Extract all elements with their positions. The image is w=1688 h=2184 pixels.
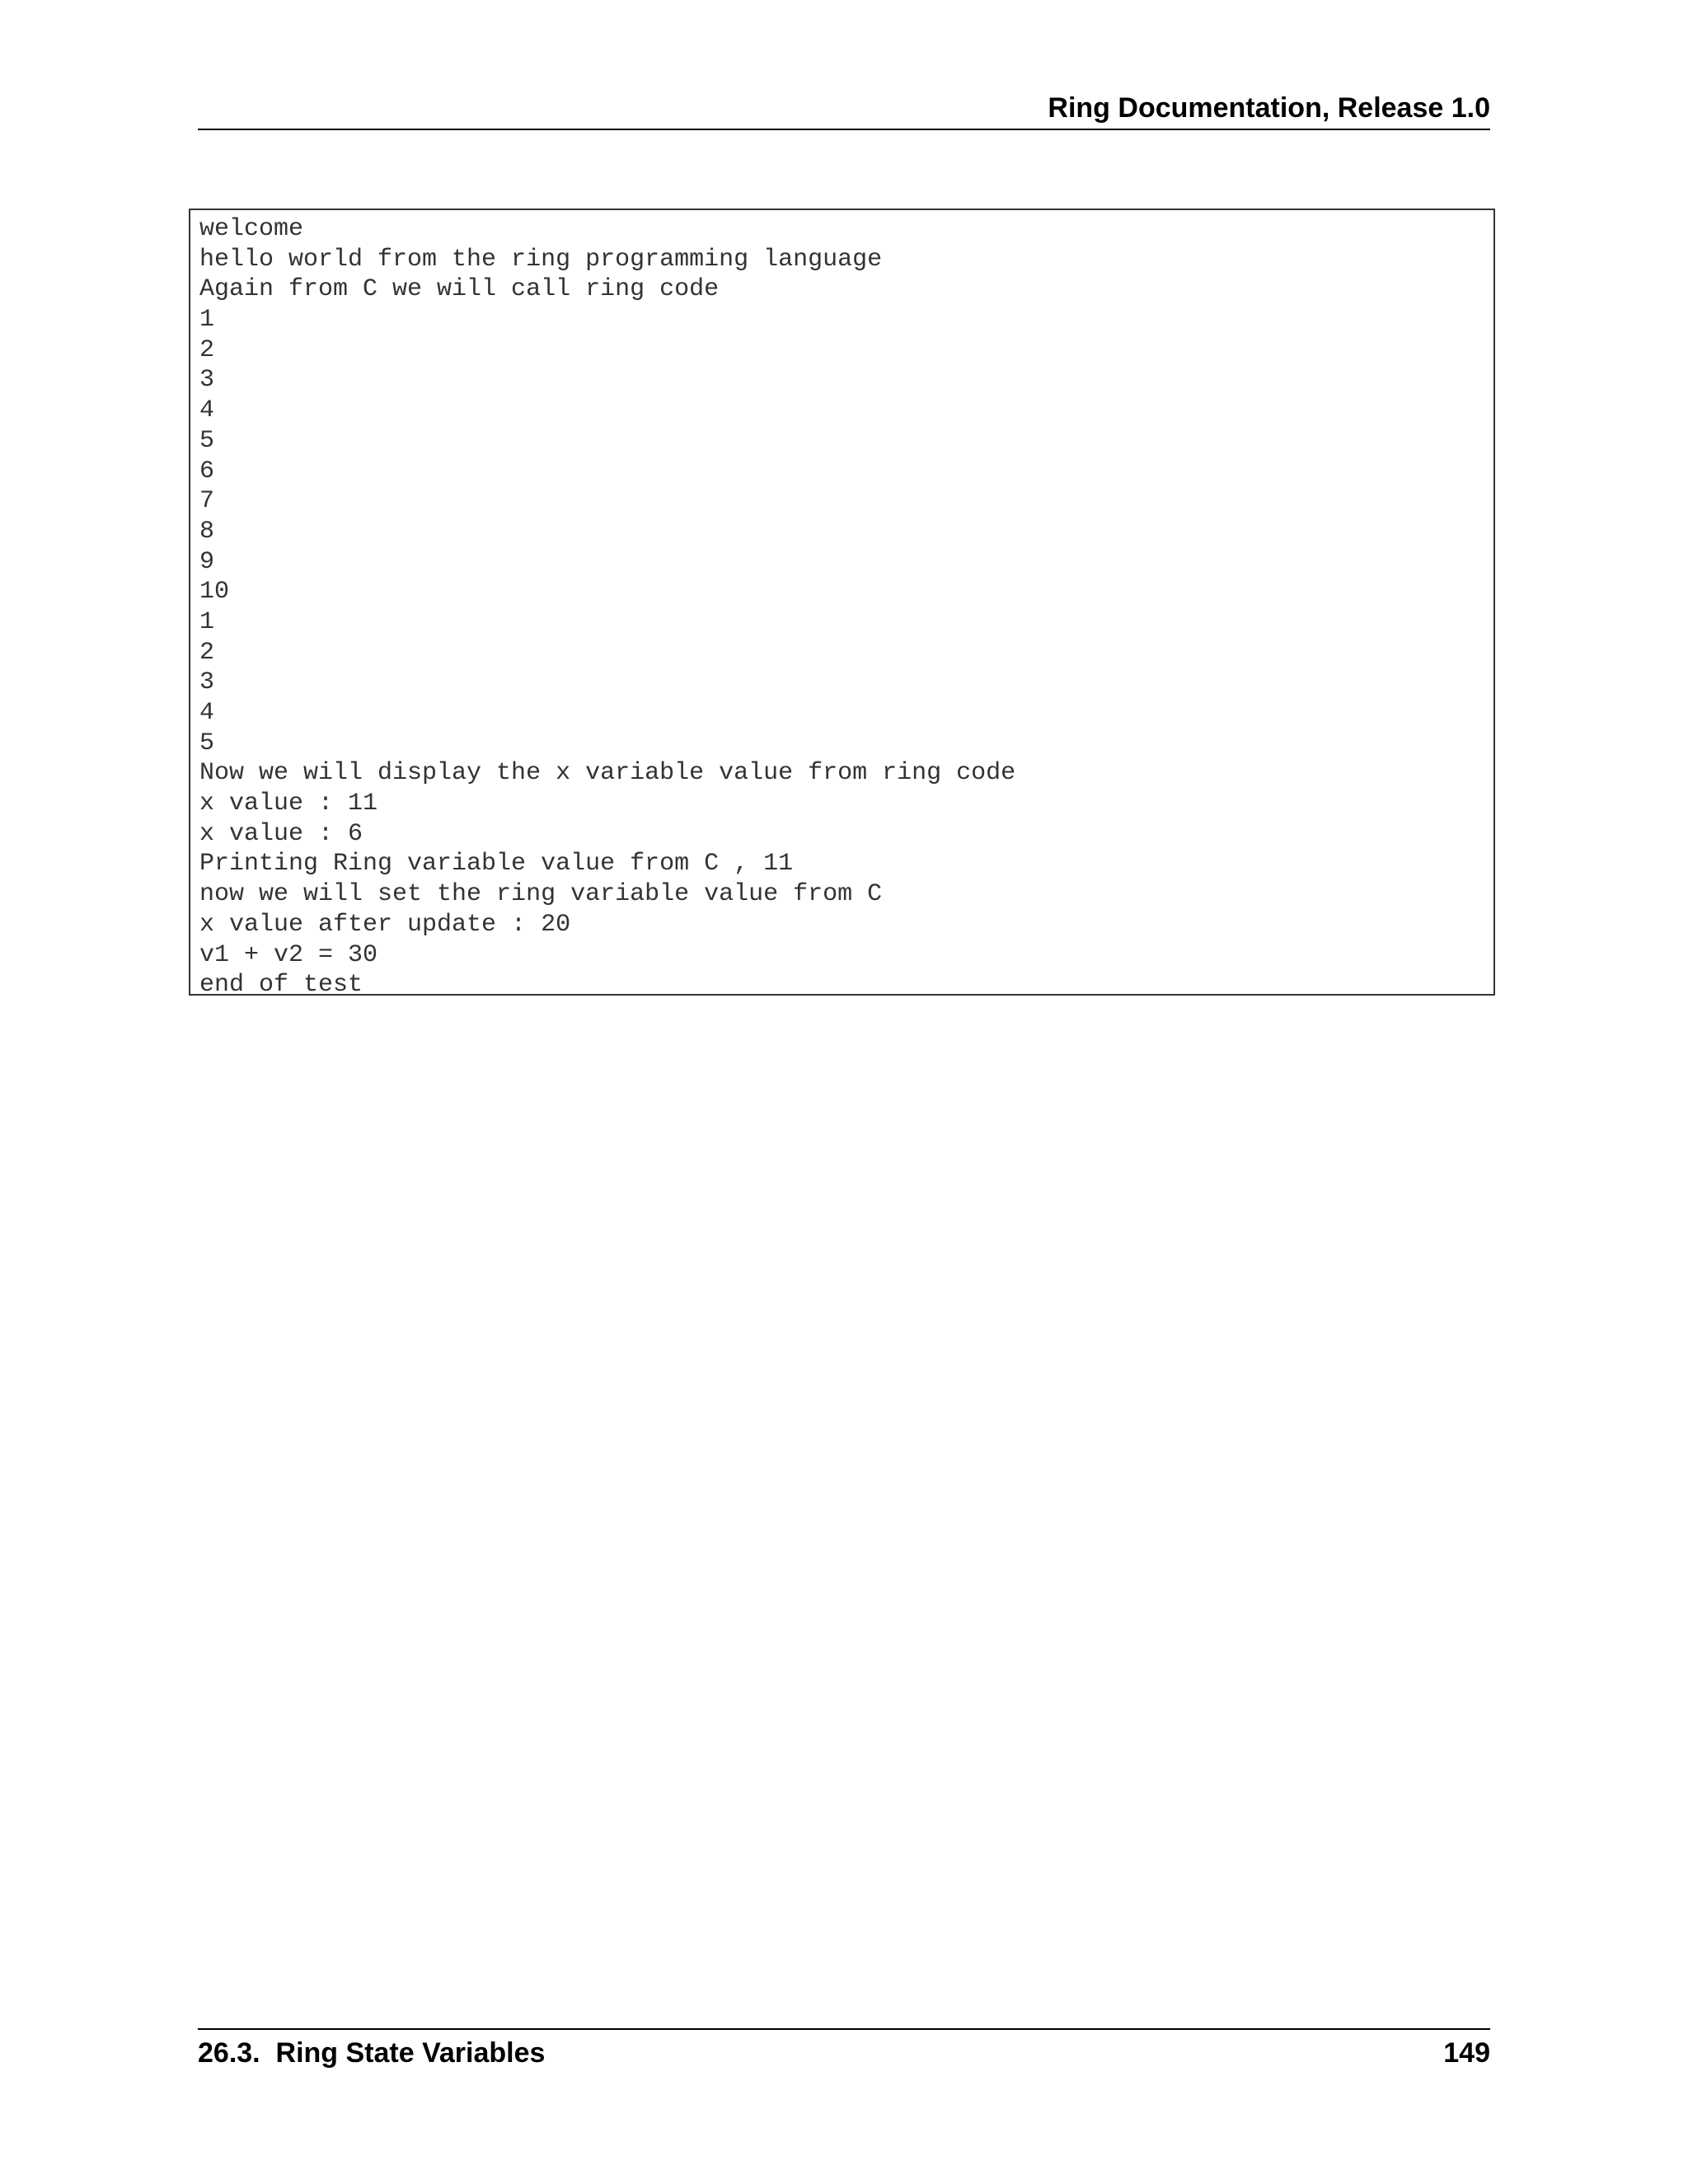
page-header bbox=[198, 89, 1490, 130]
page-number: 149 bbox=[1443, 2037, 1490, 2069]
code-line: 5 bbox=[199, 426, 215, 455]
code-line: 5 bbox=[199, 729, 215, 757]
code-line: end of test bbox=[199, 971, 363, 996]
code-output-block bbox=[189, 209, 1495, 996]
code-line: welcome bbox=[199, 215, 304, 243]
code-line: now we will set the ring variable value from C bbox=[199, 880, 883, 909]
code-line: 3 bbox=[199, 366, 215, 395]
code-line: x value : 6 bbox=[199, 819, 363, 848]
code-line: Again from C we will call ring code bbox=[199, 275, 720, 304]
code-line: 3 bbox=[199, 668, 215, 697]
code-line: x value : 11 bbox=[199, 790, 378, 818]
code-line: 7 bbox=[199, 487, 215, 516]
code-line: 8 bbox=[199, 517, 215, 546]
code-line: 2 bbox=[199, 638, 215, 667]
code-line: 1 bbox=[199, 607, 215, 636]
code-line: v1 + v2 = 30 bbox=[199, 940, 378, 969]
code-line: 6 bbox=[199, 457, 215, 485]
code-line: 1 bbox=[199, 306, 215, 335]
code-line: 4 bbox=[199, 699, 215, 727]
code-line: hello world from the ring programming language bbox=[199, 245, 883, 274]
code-line: 9 bbox=[199, 547, 215, 576]
footer-section-title: 26.3. Ring State Variables bbox=[198, 2037, 546, 2069]
code-line: 2 bbox=[199, 335, 215, 364]
code-line: 10 bbox=[199, 578, 230, 607]
code-line: Now we will display the x variable value from ring code bbox=[199, 759, 1016, 788]
code-line: 4 bbox=[199, 396, 215, 425]
footer-divider bbox=[198, 2028, 1490, 2030]
code-line: Printing Ring variable value from C , 11 bbox=[199, 850, 794, 879]
document-title: Ring Documentation, Release 1.0 bbox=[1048, 92, 1490, 124]
code-line: x value after update : 20 bbox=[199, 910, 571, 939]
